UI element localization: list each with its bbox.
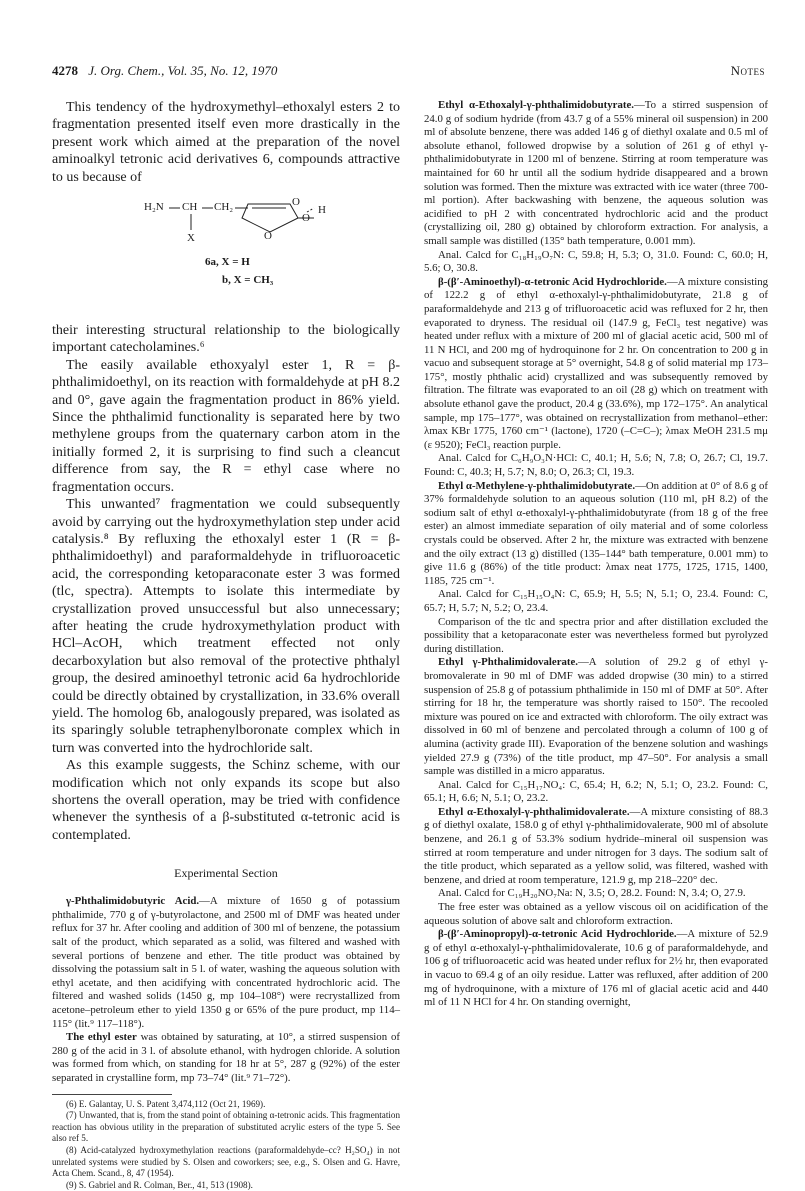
- footnote-divider: [52, 1094, 172, 1095]
- exp-aminoethyl-tetronic: [424, 276, 768, 453]
- running-header: [52, 63, 765, 85]
- exp-ethyl-ester-heading: The ethyl ester: [66, 1031, 137, 1044]
- ethoxyalyl-paragraph: The easily available ethoxyalyl ester 1, R = β-phthalimidoethyl, on its reaction with formaldehyde at pH 8.2 and 0°, gave again the fragmentation product in 86% yield. Since the phthalimid functionality is separated here by two methylene groups from the quaternary carbon atom in the initially formed 2, it is surprising to find such a cleancut difference from say, the R = ethyl case where no fragmentation occurs.: [52, 357, 400, 495]
- exp-methylene-butyrate-body: —On addition at 0° of 8.6 g of 37% formaldehyde solution to an aqueous solution (110 ml, pH 8.2) of the sodium salt of ethyl α-ethoxalyl-γ-phthalimidobutyrate (from 18 g of the free ester) an almost immediate separation of oily material and of some colorless crystals could be observed. After 2 hr, the mixture was extracted with benzene and the oily extract (13 g) distilled (135–144° bath temperature, 0.001 mm) to give 11.6 g (86%) of the title product: λmax neat 1775, 1725, 1715, 1400, 1185, 725 cm⁻¹.: [424, 479, 768, 587]
- schinz-paragraph: As this example suggests, the Schinz scheme, with our modification which not only expands its scope but also shortens the overall operation, may be tried with confidence whenever the synthesis of a β-substituted α-tetronic acid is contemplated.: [52, 758, 400, 843]
- page-number: 4278: [52, 63, 78, 78]
- exp-phthalimidobutyric-heading: γ-Phthalimidobutyric Acid.: [66, 895, 200, 908]
- ch2-label: CH₂: [214, 201, 234, 214]
- footnote-8: (8) Acid-catalyzed hydroxymethylation reactions (paraformaldehyde–cc? H₂SO₄) in not unrelated systems were studied by S. Olsen and coworkers; see, e.g., S. Olsen and G. Havre, Acta Chem. Scand., 8, 47 (1954).: [52, 1144, 400, 1179]
- exp-aminoethyl-tetronic-heading: β-(β′-Aminoethyl)-α-tetronic Acid Hydrochloride.: [438, 275, 667, 288]
- section-name: Notes: [730, 63, 765, 78]
- exp-phthalimidovalerate: [424, 656, 768, 778]
- ch-label: CH: [182, 201, 198, 214]
- footnote-9: (9) S. Gabriel and R. Colman, Ber., 41, 513 (1908).: [66, 1179, 253, 1190]
- exp-phthalimidobutyric-body: —A mixture of 1650 g of potassium phthalimide, 770 g of γ-butyrolactone, and 2500 ml of DMF was heated under reflux for 37 hr. After cooling and addition of 300 ml of benzene, the potassium salt of the product, which separated as a solid, was filtered and washed with several portions of benzene and ether. The title product was obtained by dissolving the potassium salt in 5 l. of water, washing the aqueous solution with ethyl acetate, and then acidifying with concentrated hydrochloric acid. The filtered and washed solids (1450 g, mp 104–108°) were recrystallized from acetone–petroleum ether to yield 1350 g or 65% of the pure product, mp 114–115° (lit.⁹ 117–118°).: [52, 895, 400, 1030]
- hydrogen-label: H: [318, 204, 326, 217]
- right-column: [424, 99, 768, 1010]
- experimental-section-title: Experimental Section: [174, 866, 278, 881]
- chemical-structure: [52, 190, 400, 318]
- analysis-aminoethyl-tetronic: Anal. Calcd for C₆H₉O₃N·HCl: C, 40.1; H, 5.6; N, 7.8; O, 26.7; Cl, 19.7. Found: C, 40.3; H, 5.7; N, 8.0; O, 26.3; Cl, 19.3.: [424, 452, 768, 479]
- exp-ethoxalyl-butyrate: [424, 99, 768, 249]
- exp-phthalimidovalerate-heading: Ethyl γ-Phthalimidovalerate.: [438, 656, 578, 669]
- exp-methylene-butyrate-heading: Ethyl α-Methylene-γ-phthalimidobutyrate.: [438, 479, 636, 492]
- exp-phthalimidobutyric-acid: [52, 895, 400, 1031]
- ring-o-top-label: O: [292, 196, 300, 209]
- exp-aminoethyl-tetronic-body: —A mixture consisting of 122.2 g of ethyl α-ethoxalyl-γ-phthalimidobutyrate, 21.8 g of paraformaldehyde and 213 g of trifluoroacetic acid was refluxed for 2 hr, then evaporated to dryness. The residual oil (147.9 g, FeCl₃ test negative) was heated under reflux with a mixture of 200 ml of glacial acetic acid, 500 ml of 11 N HCl, and 200 mg of hydroquinone for 2 hr. On concentration to 200 g in vacuo and subsequent storage at 5° overnight, 54.8 g of solid material mp 173–175°, mostly phthalic acid) crystallized and was subsequently removed by filtration. The filtrate was evaporated to an oil (28 g) which on treatment with absolute ethanol gave the product, 20.4 g (33.6%), mp 172–175°. An analytical sample, mp 175–177°, was obtained on recrystallization from methanol–ether: λmax KBr 1775, 1760 cm⁻¹ (lactone), 1720 (–C=C–); λmax MeOH 231.5 mμ (ε 9520); FeCl₃ reaction purple.: [424, 275, 768, 451]
- catecholamine-paragraph: their interesting structural relationship to the biologically important catecholamines.⁶: [52, 323, 400, 356]
- footnote-7: (7) Unwanted, that is, from the stand point of obtaining α-tetronic acids. This fragmentation reaction has obvious utility in the preparation of substituted acrylic esters of the type 5. See also ref 5.: [52, 1110, 400, 1144]
- compound-6b-label: b, X = CH₃: [222, 274, 274, 287]
- exp-ethoxalyl-valerate-heading: Ethyl α-Ethoxalyl-γ-phthalimidovalerate.: [438, 805, 630, 818]
- ring-o-right-label: O: [302, 212, 310, 225]
- exp-ethoxalyl-valerate: [424, 806, 768, 888]
- exp-phthalimidovalerate-body: —A solution of 29.2 g of ethyl γ-bromovalerate in 90 ml of DMF was added dropwise (30 min) to a stirred suspension of 25.8 g of potassium phthalimide in 150 ml of DMF at 50°. After stirring for 18 hr, the temperature was shortly raised to 150°. The recooled mixture was poured on ice and extracted with chloroform. The oily extract was dissolved in 60 ml of benzene and percolated through a column of 100 g of alumina (activity grade III). Evaporation of the benzene solution and washings yielded 27.9 g (73%) of the title product, mp 47–50°. For analysis a small sample was distilled in a micro apparatus.: [424, 656, 768, 778]
- exp-ethoxalyl-valerate-body: —A mixture consisting of 88.3 g of diethyl oxalate, 158.0 g of ethyl γ-phthalimidovalerate, 900 ml of absolute benzene, and 26.1 g of 53.3% sodium hydride–mineral oil suspension was stirred at room temperature and under nitrogen for 3 days. The sodium salt of the title product, which separated as a yellow solid, was filtered, washed with benzene, and dried at room temperature, 121.9 g, mp 218–220° dec.: [424, 805, 768, 886]
- footnote-6: (6) E. Galantay, U. S. Patent 3,474,112 (Oct 21, 1969).: [66, 1098, 266, 1109]
- compound-6a-label: 6a, X = H: [205, 256, 250, 269]
- exp-ethoxalyl-butyrate-body: —To a stirred suspension of 24.0 g of sodium hydride (from 43.7 g of a 55% mineral oil suspension) in 200 ml of absolute benzene, there was added 146 g of diethyl oxalate and 0.5 ml of absolute ethanol, followed dropwise by a solution of 261 g of ethyl γ-phthalimidobutyrate in 1200 ml of benzene. Stirring at room temperature was maintained for 60 hr until all the sodium hydride disappeared and a brown solution was formed. Then the mixture was extracted with ice water (three 700-ml portion). After backwashing with benzene, the aqueous solution was acidified to pH 2 with concentrated hydrochloric acid and the product (crystallizing oil, 280 g) obtained by chloroform extraction. For analysis, a small sample was distilled (135° bath temperature, 0.001 mm).: [424, 99, 769, 247]
- analysis-ethoxalyl-valerate: Anal. Calcd for C₁₉H₂₀NO₇Na: N, 3.5; O, 28.2. Found: N, 3.4; O, 27.9.: [438, 887, 746, 900]
- exp-aminopropyl-tetronic: [424, 928, 768, 1010]
- analysis-ethoxalyl-butyrate: Anal. Calcd for C₁₈H₁₉O₇N: C, 59.8; H, 5.3; O, 31.0. Found: C, 60.0; H, 5.6; O, 30.8.: [424, 248, 768, 275]
- amine-label: H₂N: [144, 201, 164, 214]
- left-column: [52, 99, 400, 1191]
- exp-aminopropyl-tetronic-body: —A mixture of 52.9 g of ethyl α-ethoxalyl-γ-phthalimidovalerate, 10.6 g of paraformaldehyde, and 106 g of trifluoroacetic acid was heated under reflux for 2½ hr, then evaporated in vacuo to 69.4 g of an oily residue. Latter was refluxed, after addition of 200 mg of hydroquinone, with a mixture of 176 ml of glacial acetic acid and 440 ml of 11 N HCl for 4 hr. On standing overnight,: [424, 928, 768, 1009]
- x-substituent-label: X: [187, 232, 195, 245]
- fragmentation-paragraph: This unwanted⁷ fragmentation we could subsequently avoid by carrying out the hydroxymethylation step under acid catalysis.⁸ By refluxing the ethoxalyl ester 1 (R = β-phthalimidoethyl) and paraformaldehyde in trifluoroacetic acid, the corresponding ketoparaconate ester 3 was formed (tlc, spectra). Attempts to isolate this intermediate by crystallization proved unsuccessful but also unnecessary; after heating the crude hydroxymethylation product with HCl–AcOH, which treatment effected not only decarboxylation but also removal of the protective phthalyl group, the desired aminoethyl tetronic acid 6a hydrochloride could be directly obtained by crystallization, in 33.6% overall yield. The homolog 6b, analogously prepared, was isolated as its sparingly soluble tetraphenylboronate complex which in turn was converted into the hydrochloride salt.: [52, 497, 400, 756]
- intro-paragraph: This tendency of the hydroxymethyl–ethoxalyl esters 2 to fragmentation presented itself even more drastically in the present work which aimed at the preparation of the novel aminoalkyl tetronic acid derivatives 6, compounds attractive to us because of: [52, 100, 400, 185]
- journal-citation: J. Org. Chem., Vol. 35, No. 12, 1970: [88, 63, 278, 78]
- exp-methylene-butyrate: [424, 480, 768, 589]
- exp-ethyl-ester: [52, 1031, 400, 1085]
- analysis-phthalimidovalerate: Anal. Calcd for C₁₅H₁₇NO₄: C, 65.4; H, 6.2; N, 5.1; O, 23.2. Found: C, 65.1; H, 6.6; N, 5.1; O, 23.2.: [424, 778, 768, 805]
- exp-aminopropyl-tetronic-heading: β-(β′-Aminopropyl)-α-tetronic Acid Hydrochloride.: [438, 928, 677, 941]
- analysis-methylene-butyrate: Anal. Calcd for C₁₅H₁₅O₄N: C, 65.9; H, 5.5; N, 5.1; O, 23.4. Found: C, 65.7; H, 5.7; N, 5.2; O, 23.4.: [424, 588, 768, 614]
- tlc-comparison-note: Comparison of the tlc and spectra prior and after distillation excluded the possibility that a ketoparaconate ester was nevertheless formed but pyrolyzed during distillation.: [424, 615, 768, 655]
- free-ester-note: The free ester was obtained as a yellow viscous oil on acidification of the aqueous solution of above salt and chloroform extraction.: [424, 901, 768, 927]
- footnotes: [52, 1099, 400, 1191]
- exp-ethyl-ester-body: was obtained by saturating, at 10°, a stirred suspension of 280 g of the acid in 3 l. of absolute ethanol, with hydrogen chloride. A solution was formed from which, on standing for 18 hr at 5°, 287 g (92%) of the ester separated in crystalline form, mp 73–74° (lit.⁹ 71–72°).: [52, 1031, 400, 1084]
- ring-o-bottom-label: O: [264, 230, 272, 243]
- exp-ethoxalyl-butyrate-heading: Ethyl α-Ethoxalyl-γ-phthalimidobutyrate.: [438, 99, 634, 111]
